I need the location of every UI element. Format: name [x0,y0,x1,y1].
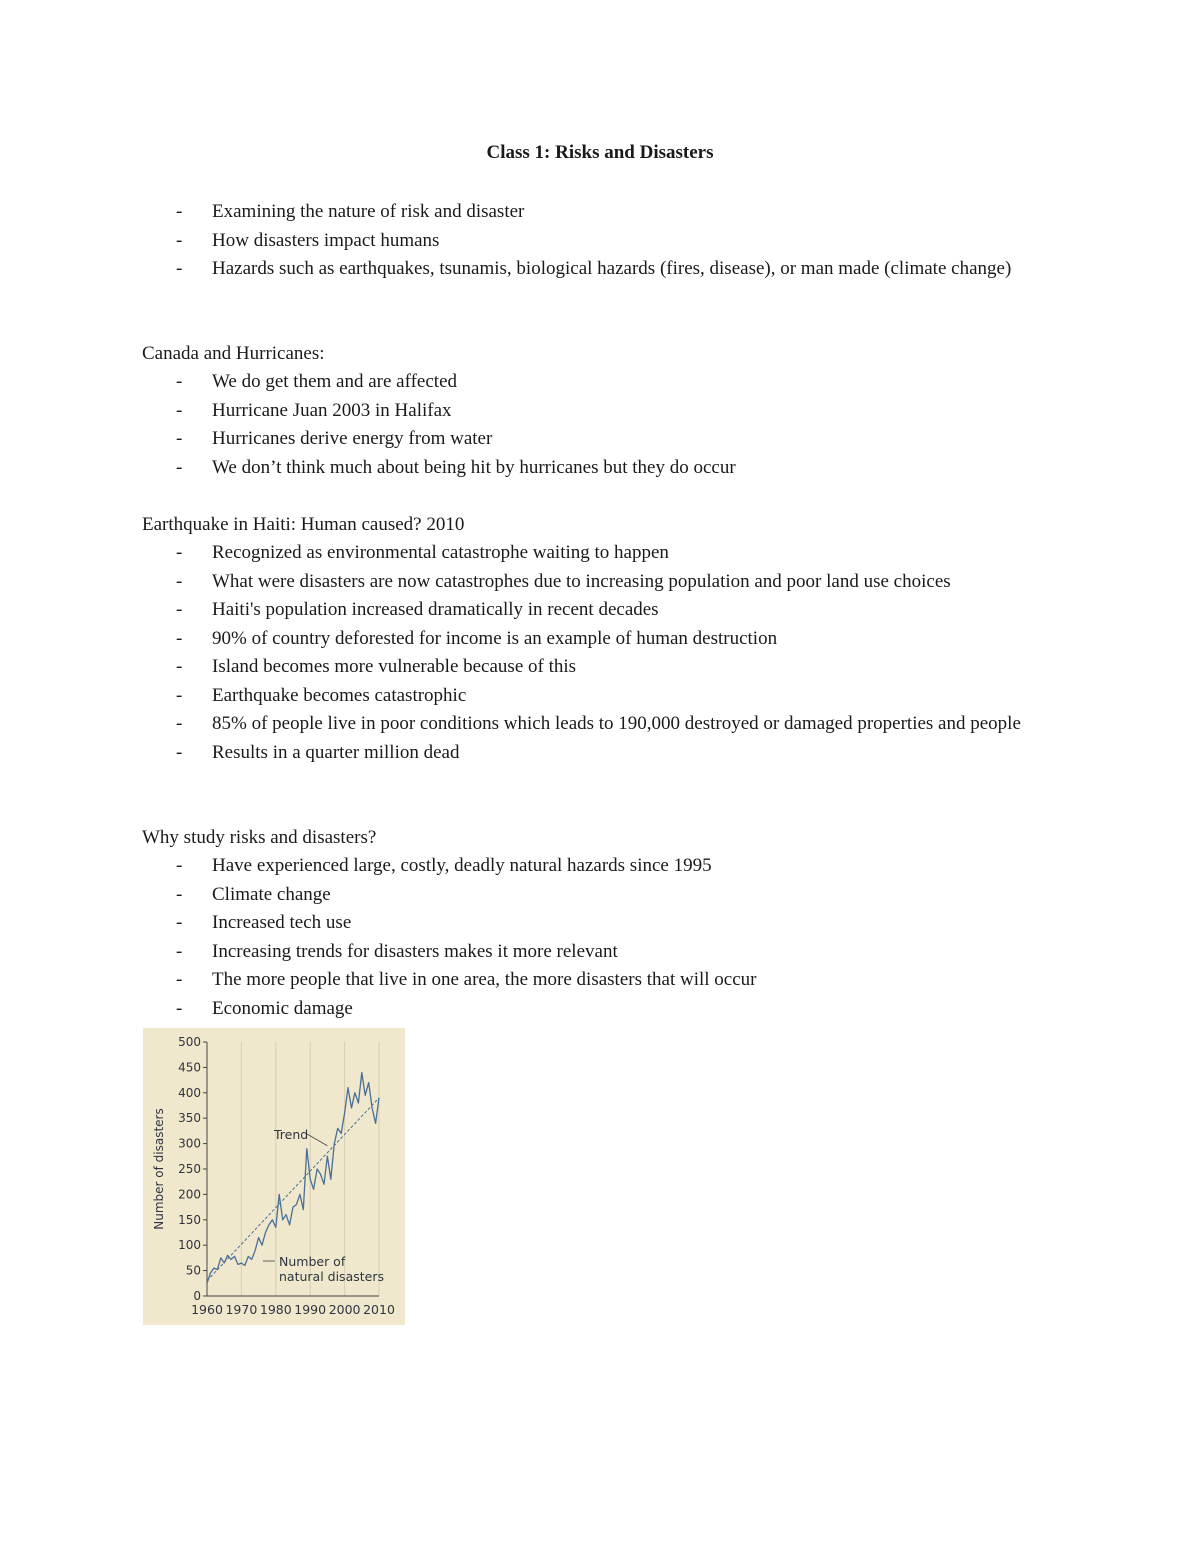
list-item: - Have experienced large, costly, deadly natural hazards since 1995 [0,852,1072,881]
y-tick-label: 350 [178,1111,201,1126]
x-tick-label: 1960 [191,1302,223,1317]
section-heading-why-study: Why study risks and disasters? [142,827,377,848]
list-item: - Increased tech use [0,909,1072,938]
list-item: - Island becomes more vulnerable because of this [0,653,1072,682]
y-tick-label: 250 [178,1162,201,1176]
disasters-chart-svg [143,1028,405,1325]
y-tick-label: 0 [193,1289,201,1303]
list-item: - 85% of people live in poor conditions which leads to 190,000 destroyed or damaged properties and people [0,710,1072,739]
y-tick-label: 150 [178,1212,201,1227]
y-tick-label: 500 [178,1035,201,1049]
y-tick-label: 100 [178,1238,201,1253]
x-tick-label: 2000 [328,1302,361,1317]
y-tick-label: 200 [178,1187,201,1202]
list-item: - Economic damage [0,995,1072,1024]
y-tick-label: 450 [178,1060,201,1075]
chart-labels [152,1035,395,1317]
list-item: - The more people that live in one area, the more disasters that will occur [0,966,1072,995]
list-item: - 90% of country deforested for income is an example of human destruction [0,625,1072,654]
list-item: - Earthquake becomes catastrophic [0,682,1072,711]
disasters-series-line [207,1073,379,1284]
y-tick-label: 300 [178,1136,201,1151]
haiti-list [0,539,1072,767]
list-item: - Results in a quarter million dead [0,739,1072,768]
disasters-chart [143,1028,405,1325]
annotation-trend: Trend [274,1127,309,1142]
y-tick-label: 400 [178,1085,201,1100]
list-item: - What were disasters are now catastrophes due to increasing population and poor land use choices [0,568,1072,597]
list-item: - Recognized as environmental catastrophe waiting to happen [0,539,1072,568]
list-item: - Increasing trends for disasters makes it more relevant [0,938,1072,967]
canada-list [0,368,1072,482]
list-item: - How disasters impact humans [0,227,1072,256]
chart-series [207,1073,379,1284]
y-tick-label: 50 [185,1263,201,1278]
section-heading-haiti: Earthquake in Haiti: Human caused? 2010 [142,514,465,535]
page-title: Class 1: Risks and Disasters [486,142,714,163]
x-tick-label: 1980 [259,1302,292,1317]
list-item: - Hazards such as earthquakes, tsunamis, biological hazards (fires, disease), or man made (climate change) [0,255,1072,284]
annotation-series-line2: natural disasters [279,1269,384,1284]
x-tick-label: 1990 [294,1302,327,1317]
list-item: - We do get them and are affected [0,368,1072,397]
x-tick-label: 1970 [225,1302,258,1317]
why-study-list [0,852,1072,1023]
list-item: - We don’t think much about being hit by hurricanes but they do occur [0,454,1072,483]
list-item: - Climate change [0,881,1072,910]
annotation-series-line1: Number of [279,1254,346,1269]
annotation-series [279,1254,384,1284]
intro-list [0,198,1072,284]
y-axis-label: Number of disasters [152,1108,166,1230]
list-item: - Hurricane Juan 2003 in Halifax [0,397,1072,426]
list-item: - Haiti's population increased dramatically in recent decades [0,596,1072,625]
list-item: - Hurricanes derive energy from water [0,425,1072,454]
section-heading-canada: Canada and Hurricanes: [142,343,325,364]
list-item: - Examining the nature of risk and disaster [0,198,1072,227]
x-tick-label: 2010 [363,1302,395,1317]
